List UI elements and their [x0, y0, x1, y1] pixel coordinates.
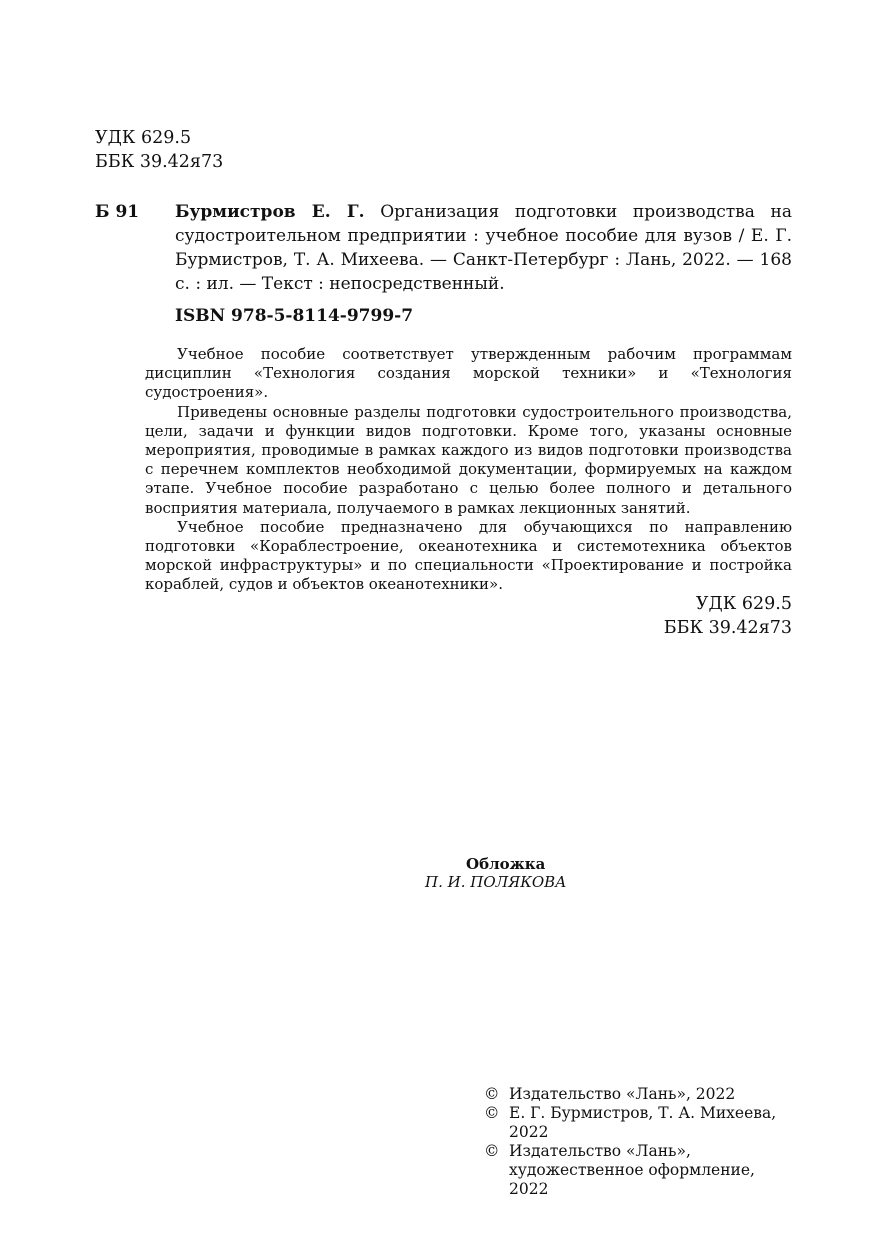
classification-codes-right — [664, 592, 792, 640]
copyright-text: Е. Г. Бурмистров, Т. А. Михеева, 2022 — [509, 1104, 777, 1141]
abstract-paragraph: Приведены основные разделы подготовки судостроительного производства, цели, задачи и функции видов подготовки. Кроме того, указаны основные мероприятия, проводимые в рамках каждого из видов подготовки производства с перечнем комплектов необходимой документации, формируемых на каждом этапе. Учебное пособие разработано с целью более полного и детального восприятия материала, получаемого в рамках лекционных занятий. — [145, 402, 792, 517]
bibliographic-description — [175, 200, 792, 296]
copyright-line — [484, 1104, 794, 1142]
copyright-notices — [484, 1085, 794, 1199]
udk-code: УДК 629.5 — [695, 594, 792, 614]
author-mark: Б 91 — [95, 202, 140, 222]
abstract-paragraph: Учебное пособие предназначено для обучающихся по направлению подготовки «Кораблестроение, океанотехника и системотехника объектов морской инфраструктуры» и по специальности «Проектирование и постройка кораблей, судов и объектов океанотехники». — [145, 517, 792, 594]
author-name: Бурмистров Е. Г. — [175, 202, 365, 222]
copyright-line — [484, 1142, 794, 1199]
abstract — [145, 345, 792, 595]
cover-designer: П. И. ПОЛЯКОВА — [425, 873, 567, 891]
bibliographic-entry — [95, 200, 792, 296]
copyright-text: Издательство «Лань», художественное оформление, 2022 — [509, 1142, 755, 1198]
abstract-paragraph: Учебное пособие соответствует утвержденным рабочим программам дисциплин «Технология создания морской техники» и «Технология судостроения». — [145, 345, 792, 402]
isbn: ISBN 978-5-8114-9799-7 — [175, 306, 414, 326]
copyright-line — [484, 1085, 794, 1104]
copyright-text: Издательство «Лань», 2022 — [509, 1085, 736, 1103]
copyright-symbol: © — [484, 1142, 500, 1160]
bbk-code: ББК 39.42я73 — [95, 152, 224, 172]
bbk-code: ББК 39.42я73 — [663, 618, 792, 638]
bibliographic-text: Организация подготовки производства на судостроительном предприятии : учебное пособие для вузов / Е. Г. Бурмистров, Т. А. Михеева. — Санкт-Петербург : Лань, 2022. — 168 с. : ил. — Текст : непосредственный. — [175, 202, 793, 294]
classification-codes-top — [95, 126, 223, 174]
copyright-symbol: © — [484, 1104, 500, 1122]
udk-code: УДК 629.5 — [95, 128, 192, 148]
cover-label: Обложка — [466, 855, 546, 873]
copyright-symbol: © — [484, 1085, 500, 1103]
